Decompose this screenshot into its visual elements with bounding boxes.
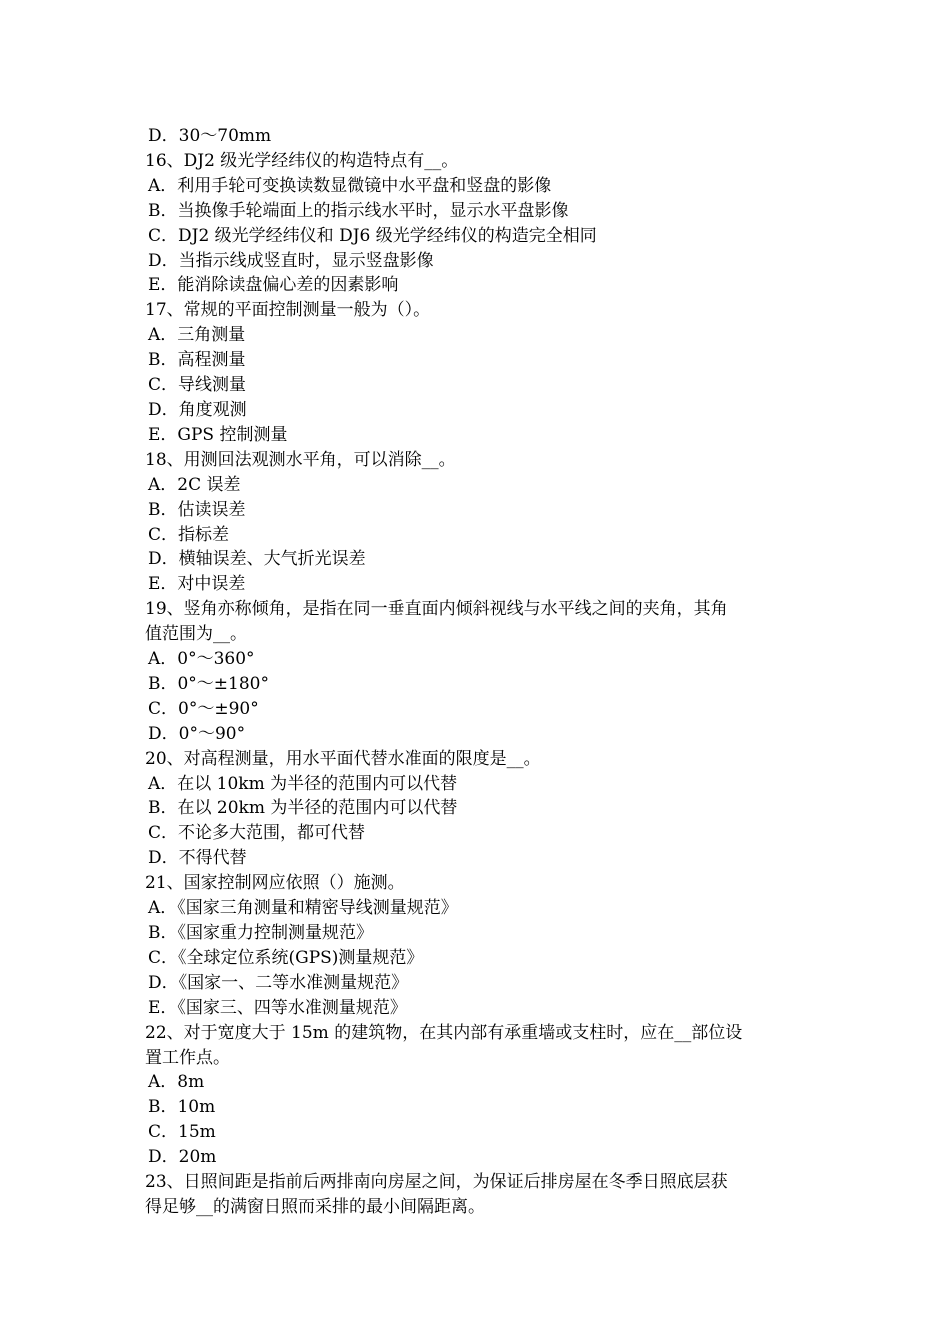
question-line: 22、对于宽度大于 15m 的建筑物，在其内部有承重墙或支柱时，应在__部位设 [145,1022,743,1043]
question-line: 值范围为__。 [145,624,247,645]
option-line: B．当换像手轮端面上的指示线水平时，显示水平盘影像 [148,200,569,221]
question-line: 19、竖角亦称倾角，是指在同一垂直面内倾斜视线与水平线之间的夹角，其角 [145,599,728,620]
option-line: D．当指示线成竖直时，显示竖盘影像 [148,250,434,271]
option-line: A．0°～360° [148,649,255,670]
option-line: A．三角测量 [148,325,246,346]
option-line: C．15m [148,1122,216,1143]
option-line: D．角度观测 [148,399,247,420]
option-line: B．0°～±180° [148,673,270,694]
option-line: D．0°～90° [148,723,246,744]
option-line: C．《全球定位系统(GPS)测量规范》 [148,947,424,968]
option-line: A．8m [148,1072,205,1093]
option-line: A．2C 误差 [148,474,241,495]
option-line: C．指标差 [148,524,230,545]
document-page [145,124,815,1220]
question-line: 23、日照间距是指前后两排南向房屋之间，为保证后排房屋在冬季日照底层获 [145,1172,728,1193]
option-line: D．20m [148,1147,217,1168]
option-line: E．对中误差 [148,574,246,595]
option-line: D．不得代替 [148,848,247,869]
question-line: 21、国家控制网应依照（）施测。 [145,873,405,894]
option-line: E．GPS 控制测量 [148,424,288,445]
option-line: E．《国家三、四等水准测量规范》 [148,997,407,1018]
option-line: B．10m [148,1097,216,1118]
option-line: A．利用手轮可变换读数显微镜中水平盘和竖盘的影像 [148,175,552,196]
question-line: 17、常规的平面控制测量一般为（）。 [145,300,431,321]
question-line: 18、用测回法观测水平角，可以消除__。 [145,449,456,470]
question-line: 得足够__的满窗日照而采排的最小间隔距离。 [145,1196,485,1217]
option-line: E．能消除读盘偏心差的因素影响 [148,275,399,296]
option-line: B．《国家重力控制测量规范》 [148,923,373,943]
question-line: 16、DJ2 级光学经纬仪的构造特点有__。 [145,150,459,171]
option-line: A．在以 10km 为半径的范围内可以代替 [148,773,458,794]
option-line: D．《国家一、二等水准测量规范》 [148,972,409,993]
option-line: C．导线测量 [148,375,247,396]
option-line: B．估读误差 [148,499,246,520]
option-line: C．不论多大范围，都可代替 [148,823,366,844]
option-line: D．30～70mm [148,126,272,146]
option-line: B．高程测量 [148,350,246,371]
question-line: 置工作点。 [145,1047,230,1068]
option-line: C．DJ2 级光学经纬仪和 DJ6 级光学经纬仪的构造完全相同 [148,225,597,246]
option-line: B．在以 20km 为半径的范围内可以代替 [148,798,458,819]
option-line: A．《国家三角测量和精密导线测量规范》 [148,898,458,919]
option-line: D．横轴误差、大气折光误差 [148,549,366,570]
option-line: C．0°～±90° [148,698,259,719]
question-line: 20、对高程测量，用水平面代替水准面的限度是__。 [145,748,541,769]
